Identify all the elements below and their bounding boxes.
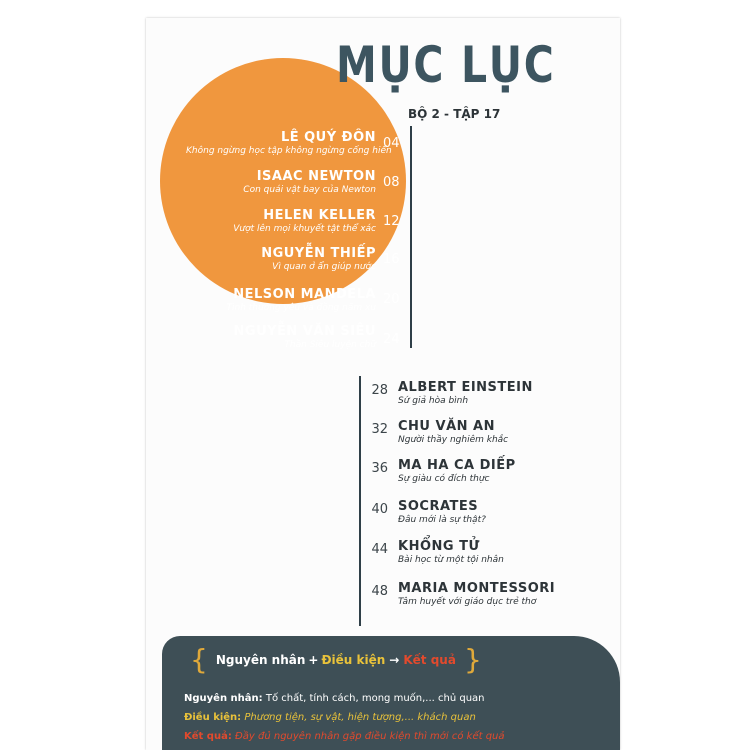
entry-page-number: 28 xyxy=(371,383,388,398)
entry-name: NGUYỄN THIẾP xyxy=(261,246,376,261)
toc-entry[interactable] xyxy=(398,380,533,407)
entry-name: ISAAC NEWTON xyxy=(256,169,376,184)
entry-name: HELEN KELLER xyxy=(263,208,376,223)
entry-page-number: 48 xyxy=(371,584,388,599)
definition-label: Nguyên nhân: xyxy=(184,693,263,704)
definition-result xyxy=(184,730,505,744)
definition-label: Điều kiện: xyxy=(184,712,242,723)
cause-effect-panel xyxy=(162,636,620,750)
toc-entry[interactable] xyxy=(398,458,516,485)
entry-page-number: 16 xyxy=(383,252,400,267)
definition-label: Kết quả: xyxy=(184,731,232,742)
entry-name: NGUYỄN VĂN SIÊU xyxy=(233,324,376,339)
toc-entry[interactable] xyxy=(398,539,504,566)
entry-desc: Bài học từ một tội nhân xyxy=(398,555,504,565)
entry-desc: Con quái vật bay của Newton xyxy=(243,185,376,195)
formula-plus: + xyxy=(308,653,319,667)
entry-desc: Không ngừng học tập không ngừng cống hiến xyxy=(186,146,392,156)
entry-page-number: 04 xyxy=(383,136,400,151)
entry-name: LÊ QUÝ ĐÔN xyxy=(280,130,376,145)
formula-arrow-icon: → xyxy=(389,653,400,667)
entry-desc: Vượt lên mọi khuyết tật thể xác xyxy=(233,224,376,234)
entry-name: MARIA MONTESSORI xyxy=(398,581,556,596)
formula-cause: Nguyên nhân xyxy=(215,653,306,667)
toc-entry[interactable] xyxy=(186,324,376,351)
toc-entry[interactable] xyxy=(186,208,376,235)
definition-cause xyxy=(184,692,485,706)
brace-close-glyph: } xyxy=(463,643,482,676)
entry-desc: Tình thương yêu và đồng năm xu xyxy=(226,303,376,313)
entry-page-number: 20 xyxy=(383,292,400,307)
entry-name: SOCRATES xyxy=(398,499,479,514)
entry-name: KHỔNG TỬ xyxy=(398,539,480,554)
definition-text: Phương tiện, sự vật, hiện tượng,... khách quan xyxy=(244,712,476,723)
toc-entry[interactable] xyxy=(398,419,508,446)
entry-desc: Vì quan ở ẩn giúp nước xyxy=(272,262,376,272)
entry-desc: Người thầy nghiêm khắc xyxy=(398,435,509,445)
top-divider-line xyxy=(410,126,412,348)
definition-text: Đầy đủ nguyên nhân gặp điều kiện thì mới có kết quả xyxy=(235,731,505,742)
definition-condition xyxy=(184,711,476,725)
entry-desc: Sự giàu có đích thực xyxy=(398,474,490,484)
page-title: MỤC LỤC xyxy=(336,36,556,94)
bottom-divider-line xyxy=(359,376,361,626)
entry-name: CHU VĂN AN xyxy=(398,419,495,434)
toc-entry[interactable] xyxy=(186,169,376,196)
entry-page-number: 24 xyxy=(383,332,400,347)
entry-page-number: 40 xyxy=(371,502,388,517)
entry-desc: Sứ giả hòa bình xyxy=(398,396,469,406)
toc-entry[interactable] xyxy=(186,287,376,314)
brace-open-glyph: { xyxy=(190,643,208,676)
definition-text: Tố chất, tính cách, mong muốn,... chủ quan xyxy=(265,693,485,704)
entry-page-number: 12 xyxy=(383,214,400,229)
toc-page xyxy=(146,18,620,750)
toc-entry[interactable] xyxy=(186,246,376,273)
page-subtitle: BỘ 2 - TẬP 17 xyxy=(408,107,501,121)
entry-name: NELSON MANDELA xyxy=(233,287,376,302)
entry-page-number: 44 xyxy=(371,542,388,557)
entry-page-number: 32 xyxy=(371,422,388,437)
entry-desc: Tâm huyết với giáo dục trẻ thơ xyxy=(398,597,537,607)
toc-entry[interactable] xyxy=(398,499,486,526)
formula-condition: Điều kiện xyxy=(321,653,386,667)
entry-desc: Thần Siêu luyện chữ xyxy=(284,340,376,350)
toc-entry[interactable] xyxy=(398,581,555,608)
cause-effect-formula xyxy=(190,644,482,676)
entry-page-number: 36 xyxy=(371,461,388,476)
entry-desc: Đâu mới là sự thật? xyxy=(398,515,486,525)
formula-result: Kết quả xyxy=(403,653,456,667)
entry-page-number: 08 xyxy=(383,175,400,190)
entry-name: MA HA CA DIẾP xyxy=(398,458,516,473)
entry-name: ALBERT EINSTEIN xyxy=(398,380,533,395)
